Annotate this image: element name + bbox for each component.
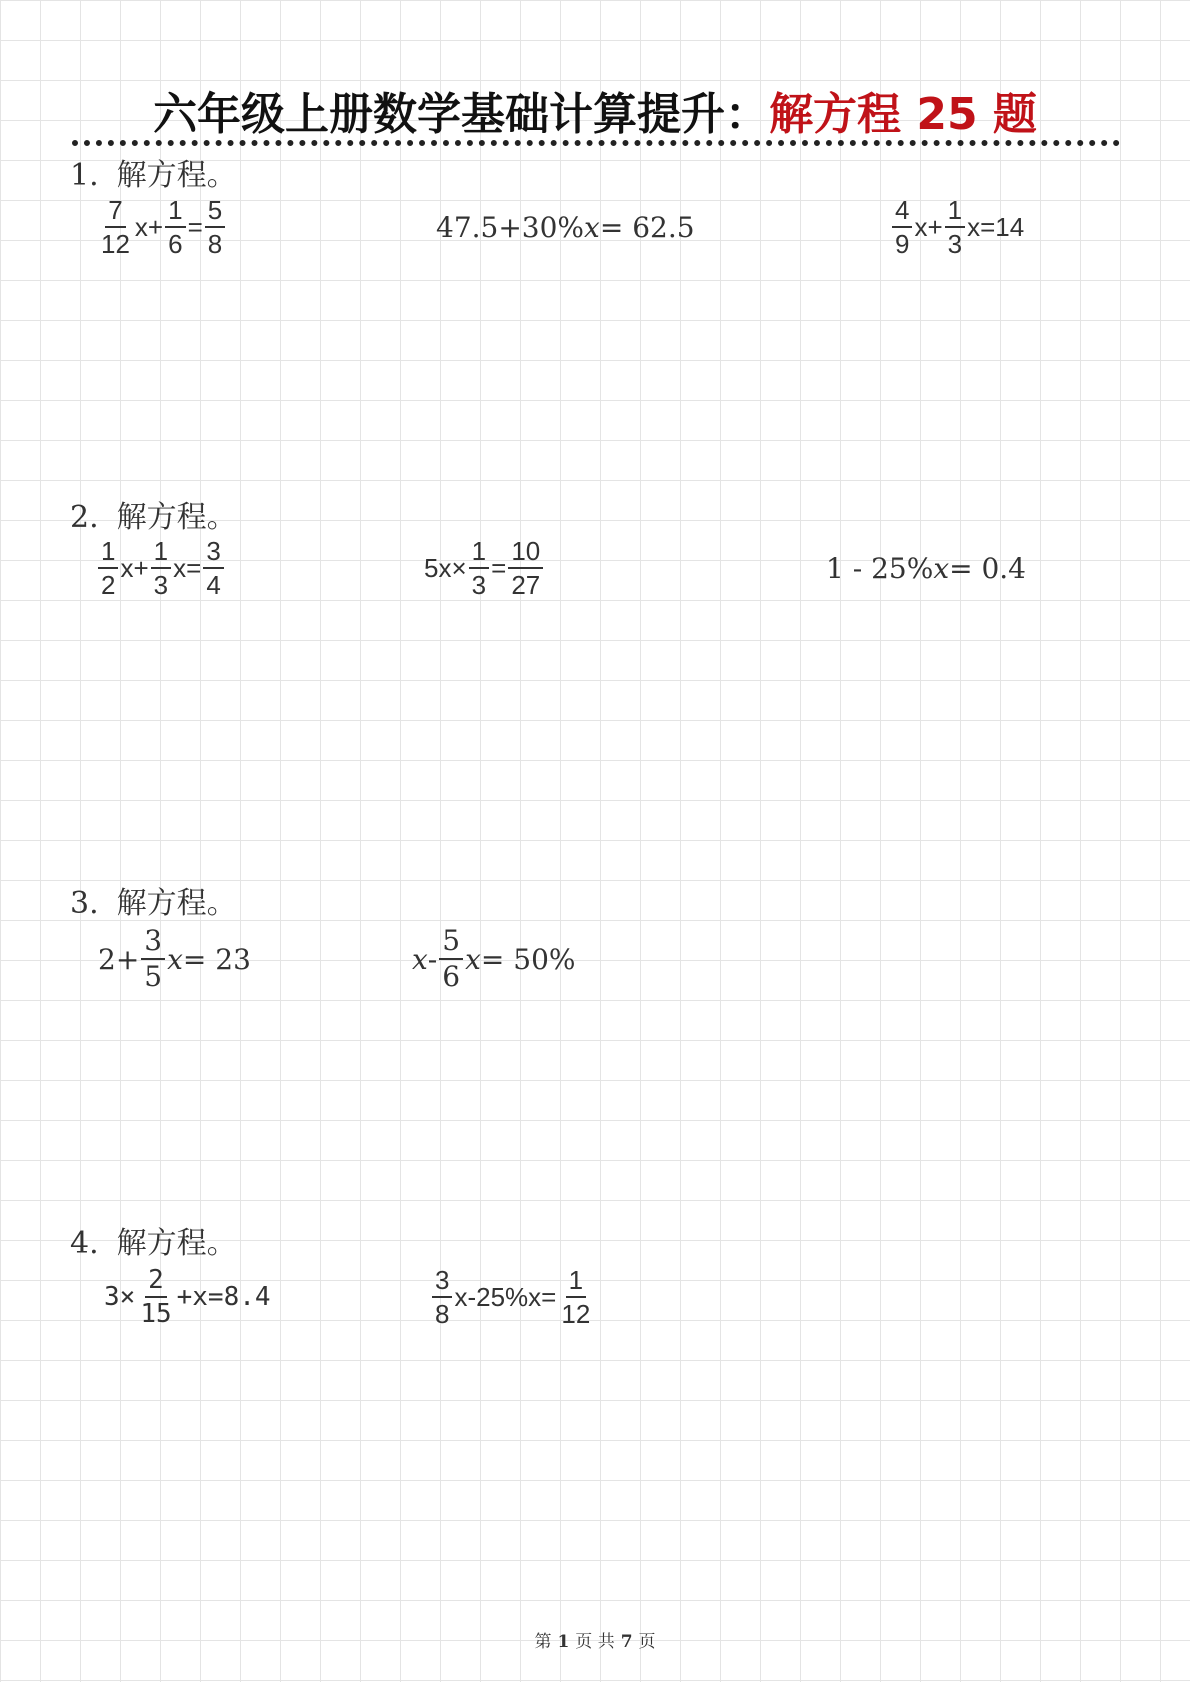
equation-2-3: 1 - 25% x = 0.4 <box>826 552 1026 585</box>
question-label: 解方程。 <box>116 1226 237 1261</box>
question-3-heading <box>70 878 237 922</box>
title-highlight: 解方程 25 题 <box>769 89 1037 140</box>
fraction: $\frac{4}{9}$ <box>892 196 912 258</box>
fraction: $\frac{10}{27}$ <box>508 537 543 599</box>
equation-1-1: $\frac{7}{12}$ x+ $\frac{1}{6}$ = $\frac{5}{8}$ <box>96 196 227 258</box>
question-4-heading <box>70 1218 237 1262</box>
equation-2-1: $\frac{1}{2}$ x+ $\frac{1}{3}$ x= $\frac{3}{4}$ <box>96 537 226 599</box>
title-main: 六年级上册数学基础计算提升： <box>153 89 770 140</box>
fraction: $\frac{1}{3}$ <box>151 537 171 599</box>
fraction: $\frac{5}{6}$ <box>439 926 463 992</box>
question-number: 1. <box>70 158 99 193</box>
question-number: 3. <box>70 886 99 921</box>
equation-2-2: 5x× $\frac{1}{3}$ = $\frac{10}{27}$ <box>424 537 545 599</box>
question-label: 解方程。 <box>116 886 237 921</box>
dotted-divider <box>72 140 1120 146</box>
question-label: 解方程。 <box>116 500 237 535</box>
question-number: 2. <box>70 500 99 535</box>
question-1-heading <box>70 150 237 194</box>
question-number: 4. <box>70 1226 99 1261</box>
fraction: $\frac{5}{8}$ <box>205 196 225 258</box>
fraction: $\frac{1}{6}$ <box>165 196 185 258</box>
equation-1-3: $\frac{4}{9}$ x+ $\frac{1}{3}$ x=14 <box>890 196 1024 258</box>
fraction: $\frac{7}{12}$ <box>101 195 130 259</box>
fraction: $\frac{1}{3}$ <box>469 537 489 599</box>
equation-4-1: 3× $\frac{2}{15}$ +x=8.4 <box>104 1265 271 1329</box>
page-title <box>0 78 1190 142</box>
fraction: $\frac{3}{8}$ <box>432 1266 452 1328</box>
equation-3-1: 2+ $\frac{3}{5}$ x = 23 <box>98 924 251 993</box>
equation-1-2: 47.5+30% x = 62.5 <box>436 211 695 244</box>
question-2-heading <box>70 492 237 536</box>
fraction: $\frac{2}{15}$ <box>140 1265 172 1329</box>
equation-4-2: $\frac{3}{8}$ x-25%x= $\frac{1}{12}$ <box>430 1266 595 1328</box>
fraction: $\frac{1}{2}$ <box>98 537 118 599</box>
fraction: $\frac{3}{5}$ <box>141 926 165 992</box>
current-page: 1 <box>557 1632 570 1652</box>
equation-3-2: x - $\frac{5}{6}$ x = 50% <box>412 924 576 993</box>
fraction: $\frac{3}{4}$ <box>203 537 223 599</box>
page-footer: 第 1 页 共 7 页 <box>534 1632 656 1652</box>
fraction: $\frac{1}{3}$ <box>945 196 965 258</box>
question-label: 解方程。 <box>116 158 237 193</box>
total-pages: 7 <box>620 1632 633 1652</box>
fraction: $\frac{1}{12}$ <box>561 1265 591 1329</box>
